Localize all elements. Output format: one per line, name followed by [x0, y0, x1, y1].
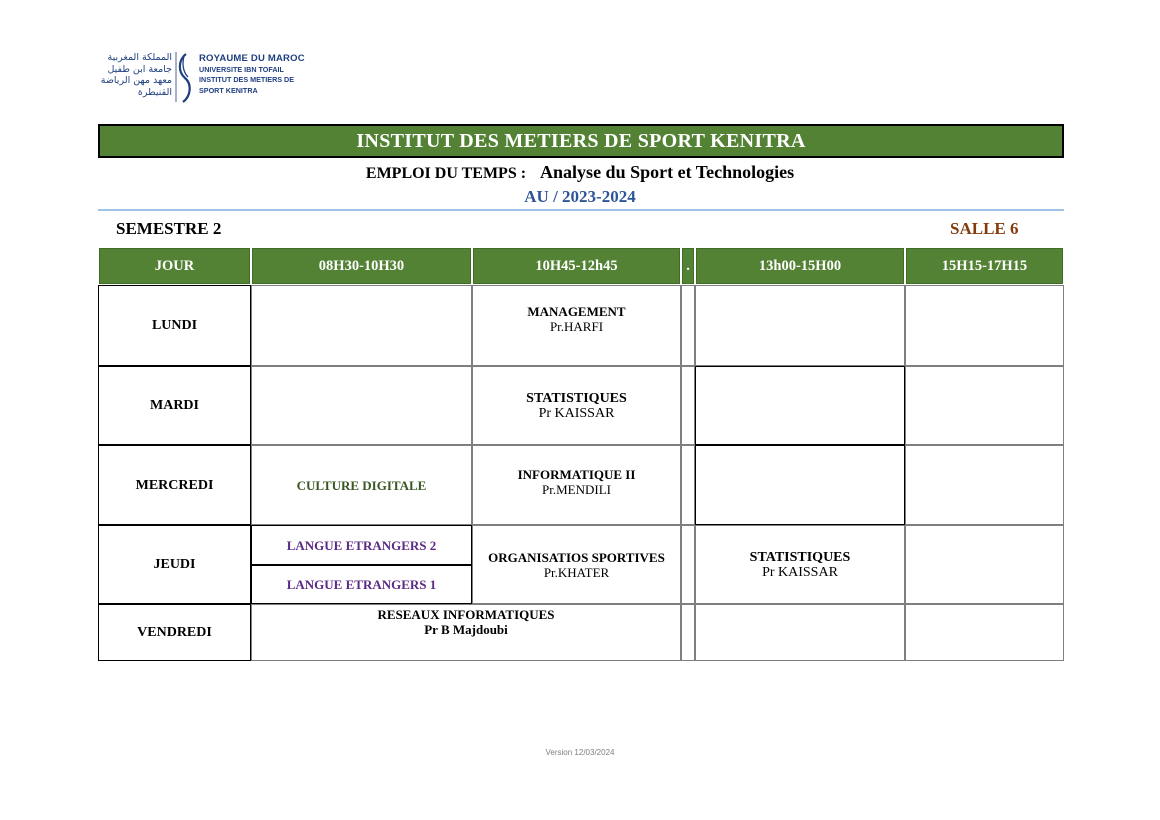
university-emblem-icon	[172, 50, 196, 104]
room-label: SALLE 6	[950, 219, 1019, 238]
subject: ORGANISATIOS SPORTIVES	[488, 549, 665, 565]
cell-vendredi-slot-4	[905, 604, 1064, 661]
cell-mercredi-slot-1	[251, 445, 472, 525]
cell-mardi-slot-3	[695, 366, 905, 445]
logo-fr-line: UNIVERSITE IBN TOFAIL	[199, 64, 284, 74]
timetable-subtitle	[0, 162, 1160, 183]
cell-jeudi-slot-1-a	[251, 525, 472, 565]
institute-title-banner: INSTITUT DES METIERS DE SPORT KENITRA	[98, 124, 1064, 158]
header-pause: .	[681, 247, 695, 285]
header-slot-2: 10H45-12h45	[472, 247, 681, 285]
program-name: Analyse du Sport et Technologies	[540, 162, 795, 182]
subject: CULTURE DIGITALE	[296, 477, 427, 493]
day-mardi: MARDI	[98, 366, 251, 445]
cell-jeudi-slot-4	[905, 525, 1064, 604]
subject: STATISTIQUES	[749, 549, 851, 565]
cell-vendredi-slot-3	[695, 604, 905, 661]
cell-jeudi-slot-3	[695, 525, 905, 604]
cell-lundi-slot-4	[905, 285, 1064, 366]
header-slot-4: 15H15-17H15	[905, 247, 1064, 285]
logo-fr-line: SPORT KENITRA	[199, 85, 258, 95]
cell-jeudi-pause	[681, 525, 695, 604]
day-vendredi: VENDREDI	[98, 604, 251, 661]
day-mercredi: MERCREDI	[98, 445, 251, 525]
logo-arabic-text	[98, 52, 172, 98]
professor: Pr.MENDILI	[542, 482, 611, 497]
subject: MANAGEMENT	[527, 304, 626, 319]
professor: Pr.HARFI	[549, 319, 604, 334]
cell-mercredi-slot-4	[905, 445, 1064, 525]
logo-ar-line: جامعة ابن طفيل	[107, 63, 172, 75]
cell-mardi-slot-2	[472, 366, 681, 445]
cell-lundi-slot-1	[251, 285, 472, 366]
subject: RESEAUX INFORMATIQUES	[377, 607, 555, 622]
cell-jeudi-slot-2	[472, 525, 681, 604]
subject: LANGUE ETRANGERS 1	[286, 577, 437, 592]
day-jeudi: JEUDI	[98, 525, 251, 604]
academic-year: AU / 2023-2024	[524, 187, 636, 206]
cell-lundi-pause	[681, 285, 695, 366]
cell-mardi-slot-1	[251, 366, 472, 445]
version-footer: Version 12/03/2024	[545, 748, 615, 757]
day-lundi: LUNDI	[98, 285, 251, 366]
cell-mercredi-pause	[681, 445, 695, 525]
subject: INFORMATIQUE II	[517, 467, 636, 482]
logo-ar-line: القنيطرة	[137, 86, 172, 98]
professor: Pr B Majdoubi	[424, 622, 508, 637]
cell-jeudi-slot-1-b	[251, 565, 472, 604]
cell-mercredi-slot-2	[472, 445, 681, 525]
divider	[98, 209, 1064, 211]
cell-mardi-pause	[681, 366, 695, 445]
logo-fr-line: INSTITUT DES METIERS DE	[199, 75, 295, 84]
cell-vendredi-pause	[681, 604, 695, 661]
professor: Pr KAISSAR	[762, 564, 838, 580]
university-logo	[98, 50, 328, 106]
professor: Pr KAISSAR	[538, 405, 615, 421]
logo-fr-title: ROYAUME DU MAROC	[199, 53, 305, 64]
header-slot-3: 13h00-15H00	[695, 247, 905, 285]
timetable	[98, 247, 1064, 661]
cell-lundi-slot-3	[695, 285, 905, 366]
cell-mardi-slot-4	[905, 366, 1064, 445]
logo-ar-line: معهد مهن الرياضة	[100, 75, 172, 86]
cell-mercredi-slot-3	[695, 445, 905, 525]
professor: Pr.KHATER	[543, 564, 610, 580]
cell-vendredi-slot-1-2	[251, 604, 681, 661]
logo-ar-line: المملكة المغربية	[107, 52, 172, 63]
header-day: JOUR	[98, 247, 251, 285]
cell-lundi-slot-2	[472, 285, 681, 366]
header-slot-1: 08H30-10H30	[251, 247, 472, 285]
subject: STATISTIQUES	[526, 390, 627, 406]
subject: LANGUE ETRANGERS 2	[286, 537, 437, 553]
semester-label: SEMESTRE 2	[116, 219, 222, 238]
logo-french-text	[199, 54, 305, 96]
timetable-label: EMPLOI DU TEMPS :	[365, 165, 527, 182]
